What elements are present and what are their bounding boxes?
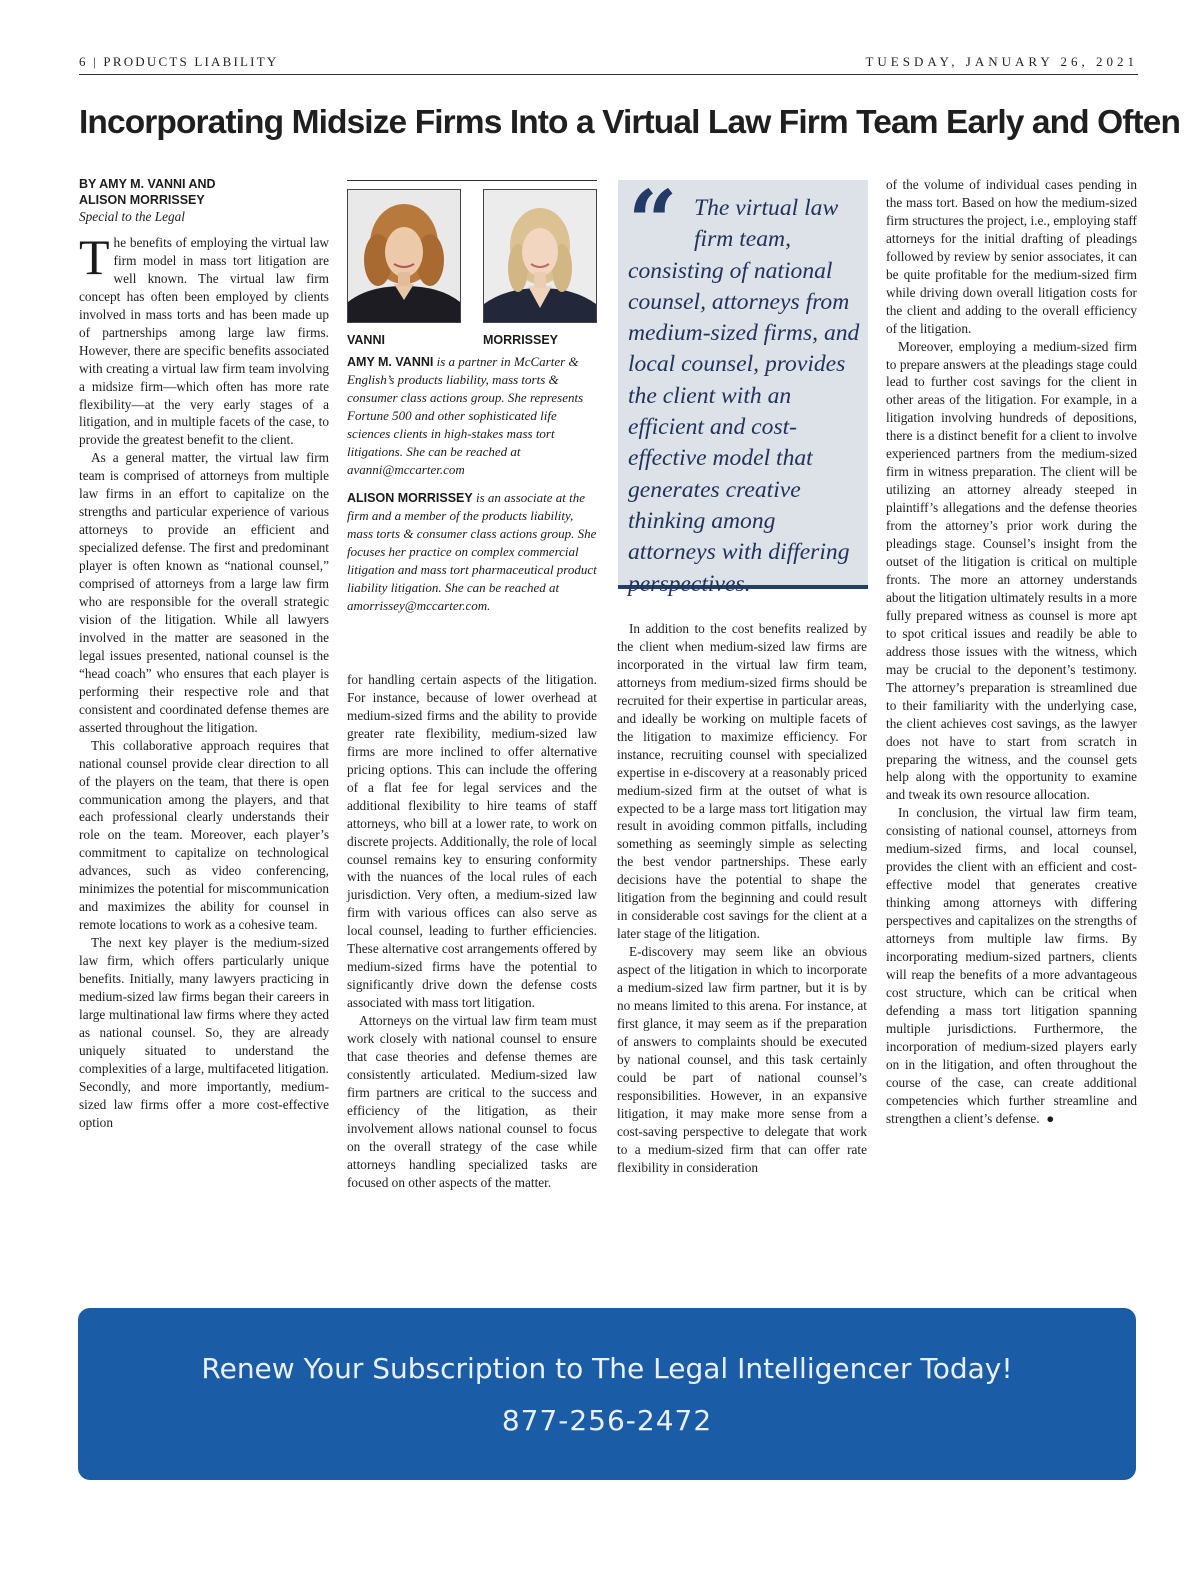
author-photos	[347, 189, 597, 323]
bio-text: is an associate at the firm and a member of the products liability, mass torts & consumer class actions group. She focuses her practice on complex commercial litigation and mass tort pharmaceutical product liability litigation. She can be reached at amorrissey@mccarter.com.	[347, 490, 597, 613]
byline-line-2: ALISON MORRISSEY	[79, 193, 205, 207]
bio-rule	[347, 180, 597, 181]
subscription-banner	[78, 1308, 1136, 1480]
paragraph: This collaborative approach requires that national counsel provide clear direction to all of the players on the team, that there is open communication among the players, and that each professional clearly understands their role on the team. Moreover, each player’s commitment to capitalize on technological advances, such as video conferencing, minimizes the potential for miscommunication and maximizes the ability for counsel in remote locations to work as a cohesive team.	[79, 737, 329, 933]
quote-mark-icon: “	[628, 172, 678, 273]
paragraph-text: he benefits of employing the virtual law firm model in mass tort litigation are well known. The virtual law firm concept has often been employed by clients involved in mass torts and has been made up of partnerships among large law firms. However, there are specific benefits associated with creating a virtual law firm team involving a midsize firm—which often has more rate flexibility—at the very early stages of a litigation, and in multiple facets of the case, to provide the greatest benefit to the client.	[79, 234, 329, 448]
paragraph: of the volume of individual cases pending in the mass tort. Based on how the medium-sized firm structures the project, i.e., employing staff attorneys for the initial drafting of pleadings followed by review by senior associates, it can be quite profitable for the medium-sized firm while driving down overall litigation costs for the client and adding to the overall efficiency of the litigation.	[886, 177, 1137, 336]
pull-quote-text: The virtual law firm team, consisting of national counsel, attorneys from medium-sized firms, and local counsel, provides the client with an efficient and cost-effective model that generates creative thinking among attorneys with differing perspectives.	[628, 195, 860, 597]
morrissey-photo	[483, 189, 597, 323]
paragraph: In addition to the cost benefits realized by the client when medium-sized law firms are incorporated in the virtual law firm team, attorneys from medium-sized firms should be recruited for their expertise in particular areas, and ideally be working on multiple facets of the litigation to maximize efficiency. For instance, recruiting counsel with specialized expertise in e-discovery at a reasonably priced medium-sized firm at the outset of what is expected to be a large mass tort litigation may result in avoiding common pitfalls, including something as seemingly simple as selecting the best vendor partnerships. These early decisions have the potential to shape the litigation from the beginning and could result in considerable cost savings for the client at a later stage of the litigation.	[617, 621, 867, 942]
paragraph: E-discovery may seem like an obvious aspect of the litigation in which to incorporate a medium-sized law firm partner, but it is by no means limited to this arena. For instance, at first glance, it may seem as if the preparation of answers to complaints should be executed by national counsel, and this task certainly could be part of national counsel’s responsibilities. However, in an expansive litigation, it may make more sense from a cost-saving perspective to delegate that work to a medium-sized firm that can offer rate flexibility in consideration	[617, 944, 867, 1175]
caption-vanni: VANNI	[347, 333, 385, 347]
paragraph	[79, 228, 329, 449]
caption-morrissey: MORRISSEY	[483, 333, 559, 347]
paragraph: Attorneys on the virtual law firm team must work closely with national counsel to ensure that case theories and defense themes are consistently articulated. Medium-sized law firm partners are critical to the success and efficiency of the litigation, as their involvement allows national counsel to focus on the overall strategy of the case while attorneys handling specialized tasks are focused on other aspects of the matter.	[347, 1013, 597, 1190]
paragraph: for handling certain aspects of the litigation. For instance, because of lower overhead at medium-sized firms and the ability to provide greater rate flexibility, medium-sized law firms are more inclined to offer alternative pricing options. This can include the offering of a flat fee for legal services and the additional flexibility to hire teams of staff attorneys, who bill at a lower rate, to work on discrete projects. Additionally, the role of local counsel remains key to ensuring conformity with the nuances of the local rules of each jurisdiction. Very often, a medium-sized law firm with various offices can also serve as local counsel, leading to further efficiencies. These alternative cost arrangements offered by medium-sized firms have the potential to significantly drive down the defense costs associated with mass tort litigation.	[347, 672, 597, 1011]
paragraph: The next key player is the medium-sized law firm, which offers particularly unique benefits. Initially, many lawyers practicing in medium-sized law firms began their careers in large multinational law firms where they acted as national counsel. So, they are already uniquely situated to understand the complexities of a large, multifaceted litigation. Secondly, and more importantly, medium-sized law firms offer a more cost-effective option	[79, 935, 329, 1130]
bio-name: AMY M. VANNI	[347, 355, 434, 369]
column-1	[79, 176, 329, 1132]
bio-vanni	[347, 353, 597, 479]
banner-phone-number: 877-256-2472	[501, 1404, 713, 1437]
bio-name: ALISON MORRISSEY	[347, 491, 473, 505]
running-header-section: 6 | PRODUCTS LIABILITY	[79, 54, 279, 69]
end-mark-icon: ●	[1046, 1110, 1055, 1126]
article-headline: Incorporating Midsize Firms Into a Virtual Law Firm Team Early and Often	[79, 104, 1181, 141]
author-bios	[347, 180, 597, 615]
paragraph: Moreover, employing a medium-sized firm to prepare answers at the pleadings stage could lead to further cost savings for the client in other areas of the litigation. For example, in a litigation involving hundreds of depositions, there is a distinct benefit for a client to involve experienced partners from the medium-sized firm in witness preparation. The client will be utilizing an attorney already steeped in plaintiff’s allegations and the defense theories from the attorney’s prior work during the pleadings stage. Counsel’s insight from the outset of the litigation is critical on multiple fronts. The more an attorney understands about the litigation ultimately results in a more fully prepared witness as counsel is more apt to spot critical issues and readily be able to address those issues with the witness, which may be crucial to the deponent’s testimony. The attorney’s preparation is streamlined due to their familiarity with the underlying case, the client achieves cost savings, as the lawyer does not have to start from scratch in preparing the witness, and the counsel gets help along with the opportunity to examine and tweak its own resource allocation.	[886, 338, 1137, 803]
header-rule	[79, 74, 1138, 75]
running-header-date: TUESDAY, JANUARY 26, 2021	[865, 54, 1138, 69]
byline-special: Special to the Legal	[79, 209, 185, 224]
column-2	[347, 671, 597, 1192]
paragraph: As a general matter, the virtual law firm team is comprised of attorneys from multiple law firms in an effort to capitalize on the strengths and particular experience of various attorneys to provide an efficient and specialized defense. The first and predominant player is often known as “national counsel,” comprised of attorneys from a large law firm who are responsible for the overall strategic vision of the litigation. While all lawyers involved in the matter are seasoned in the legal issues presented, national counsel is the “head coach” who ensures that each player is performing their respective role and that consistent and coordinated defense themes are asserted throughout the litigation.	[79, 450, 329, 735]
column-4	[886, 176, 1137, 1128]
bio-text: is a partner in McCarter & English’s products liability, mass torts & consumer class actions group. She represents Fortune 500 and other sophisticated life sciences clients in high-stakes mass tort litigations. She can be reached at avanni@mccarter.com	[347, 354, 584, 477]
bio-morrissey	[347, 489, 597, 615]
photo-captions	[347, 333, 597, 347]
paragraph	[886, 804, 1137, 1127]
column-3	[617, 620, 867, 1177]
byline-line-1: BY AMY M. VANNI AND	[79, 177, 216, 191]
banner-title: Renew Your Subscription to The Legal Intelligencer Today!	[201, 1352, 1013, 1385]
paragraph-text: In conclusion, the virtual law firm team, consisting of national counsel, attorneys from medium-sized firms, and local counsel, provides the client with an efficient and cost-effective model that generates creative thinking among attorneys with differing perspectives and capitalizes on the strengths of attorneys from multiple law firms. By incorporating medium-sized partners, clients will reap the benefits of a more advantageous cost structure, which can be critical when defending a mass tort litigation spanning multiple jurisdictions. Furthermore, the incorporation of medium-sized players early on in the litigation, and often throughout the course of the case, can create additional competencies which further streamline and strengthen a client’s defense.	[886, 805, 1137, 1126]
vanni-photo	[347, 189, 461, 323]
drop-cap: T	[79, 228, 110, 285]
